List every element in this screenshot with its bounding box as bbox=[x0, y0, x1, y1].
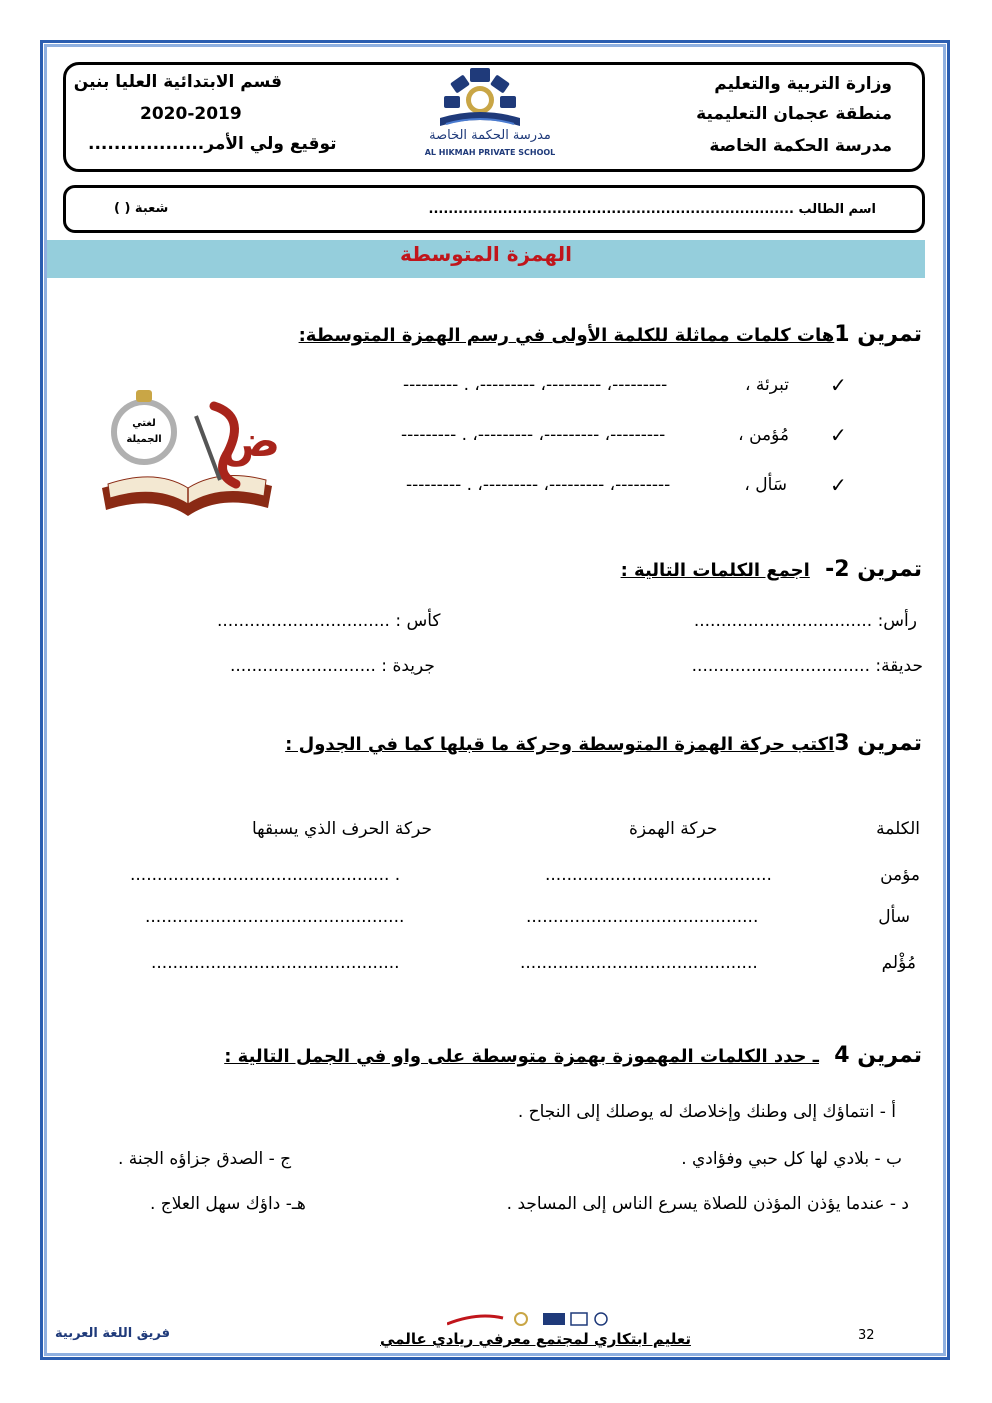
ex3-row-prev[interactable]: . ................................................ bbox=[130, 865, 401, 885]
ex2-item[interactable]: كأس : ................................ bbox=[217, 611, 441, 631]
ex3-heading bbox=[285, 731, 922, 756]
ex4-sentence-e: هـ- داؤك سهل العلاج . bbox=[150, 1194, 306, 1214]
ex2-number: تمرين 2- bbox=[825, 557, 922, 582]
ex3-instruction: اكتب حركة الهمزة المتوسطة وحركة ما قبلها كما في الجدول : bbox=[285, 734, 835, 755]
book-illustration bbox=[96, 376, 281, 526]
parent-signature: توقيع ولي الأمر.................. bbox=[88, 134, 337, 154]
check-icon: ✓ bbox=[830, 423, 847, 447]
ex1-instruction: هات كلمات مماثلة للكلمة الأولى في رسم الهمزة المتوسطة: bbox=[298, 325, 835, 346]
badge-line-1: لغتي bbox=[132, 418, 156, 429]
ex3-number: تمرين 3 bbox=[834, 731, 922, 756]
ex3-row-hamza[interactable]: ............................................ bbox=[520, 953, 758, 973]
ex1-blanks[interactable]: ---------، ---------، ---------، . --------- bbox=[406, 475, 671, 495]
badge-line-2: الجميلة bbox=[126, 434, 162, 445]
ex3-row-hamza[interactable]: ........................................... bbox=[526, 907, 759, 927]
school-logo bbox=[410, 66, 570, 166]
ex4-instruction: ـ حدد الكلمات المهموزة بهمزة متوسطة على واو في الجمل التالية : bbox=[224, 1046, 819, 1067]
ex3-row-word: مُؤْلم bbox=[881, 953, 916, 973]
ministry-label: وزارة التربية والتعليم bbox=[714, 74, 892, 94]
ex4-sentence-d: د - عندما يؤذن المؤذن للصلاة يسرع الناس إلى المساجد . bbox=[506, 1194, 909, 1214]
ex2-instruction: اجمع الكلمات التالية : bbox=[620, 560, 810, 581]
ex3-header-hamza: حركة الهمزة bbox=[629, 819, 718, 839]
department-label: قسم الابتدائية العليا بنين bbox=[73, 72, 282, 92]
badge-text bbox=[118, 416, 170, 448]
ex4-number: تمرين 4 bbox=[834, 1043, 922, 1068]
partner-logos-icon bbox=[447, 1310, 617, 1328]
ex3-header-prev: حركة الحرف الذي يسبقها bbox=[252, 819, 432, 839]
ex3-row-prev[interactable]: ................................................ bbox=[145, 907, 405, 927]
ex1-blanks[interactable]: ---------، ---------، ---------، . --------- bbox=[401, 425, 666, 445]
ex4-heading bbox=[224, 1043, 922, 1068]
footer-team: فريق اللغة العربية bbox=[55, 1326, 170, 1341]
ex3-header-word: الكلمة bbox=[876, 819, 920, 839]
ex2-heading bbox=[621, 557, 922, 582]
ex2-item[interactable]: جريدة : ........................... bbox=[230, 656, 435, 676]
logo-arabic-text: مدرسة الحكمة الخاصة bbox=[429, 128, 551, 143]
ex3-row-hamza[interactable]: .......................................... bbox=[545, 865, 772, 885]
student-name-field[interactable]: اسم الطالب .......................................................................... bbox=[428, 202, 876, 217]
logo-english-text: AL HIKMAH PRIVATE SCHOOL bbox=[424, 148, 556, 157]
page-number: 32 bbox=[858, 1328, 875, 1343]
ex2-item[interactable]: حديقة: ................................. bbox=[691, 656, 923, 676]
ex1-heading bbox=[299, 322, 922, 347]
footer-logos bbox=[447, 1310, 617, 1328]
year-label: 2020-2019 bbox=[140, 104, 242, 124]
section-field[interactable]: شعبة ( ) bbox=[114, 201, 169, 216]
ex2-item[interactable]: رأس: ................................. bbox=[693, 611, 917, 631]
school-label: مدرسة الحكمة الخاصة bbox=[709, 136, 892, 156]
lesson-title: الهمزة المتوسطة bbox=[400, 242, 572, 266]
ex1-word: سَأل ، bbox=[744, 475, 787, 495]
ex3-row-word: مؤمن bbox=[880, 865, 920, 885]
ex4-sentence-a: أ - انتماؤك إلى وطنك وإخلاصك له يوصلك إلى النجاح . bbox=[517, 1102, 896, 1122]
ex4-sentence-c: ج - الصدق جزاؤه الجنة . bbox=[118, 1149, 292, 1169]
ex1-number: تمرين 1 bbox=[834, 322, 922, 347]
check-icon: ✓ bbox=[830, 373, 847, 397]
zone-label: منطقة عجمان التعليمية bbox=[696, 104, 892, 124]
ex3-row-word: سأل bbox=[878, 907, 910, 927]
ex4-sentence-b: ب - بلادي لها كل حبي وفؤادي . bbox=[681, 1149, 902, 1169]
ex3-row-prev[interactable]: .............................................. bbox=[151, 953, 400, 973]
ex1-blanks[interactable]: ---------، ---------، ---------، . --------- bbox=[403, 375, 668, 395]
footer-slogan: تعليم ابتكاري لمجتمع معرفي ريادي عالمي bbox=[380, 1330, 691, 1348]
check-icon: ✓ bbox=[830, 473, 847, 497]
decorative-letter: ض bbox=[221, 416, 281, 467]
ex1-word: مُؤمن ، bbox=[738, 425, 789, 445]
ex1-word: تبرئة ، bbox=[745, 375, 789, 395]
